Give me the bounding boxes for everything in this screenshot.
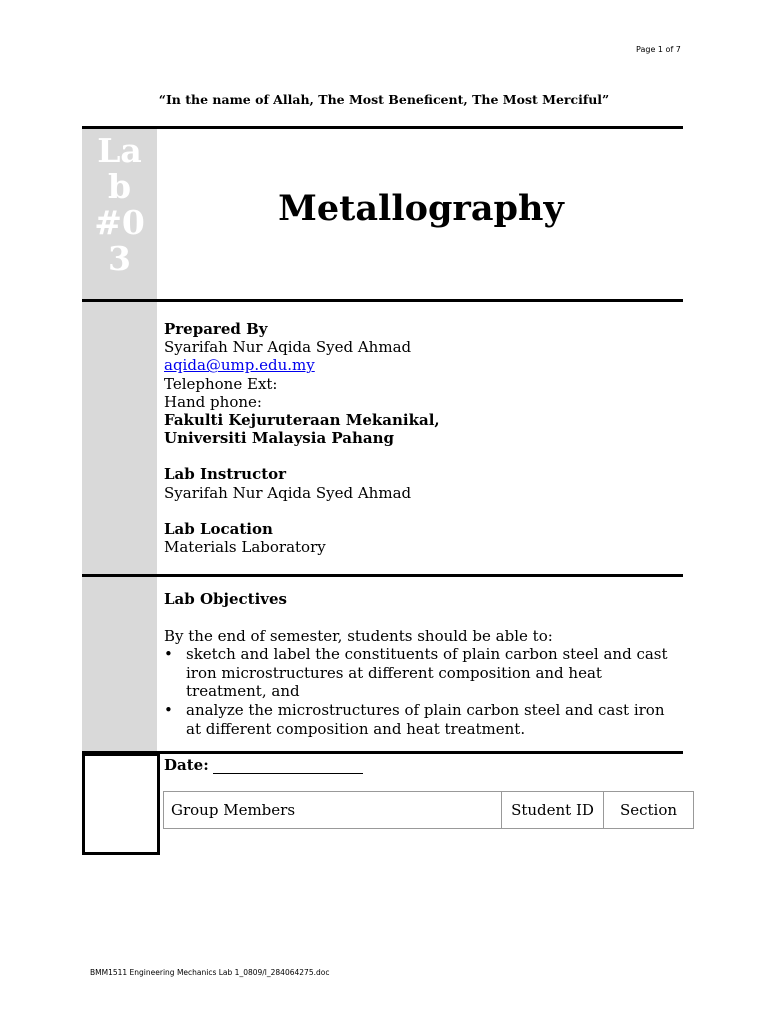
bismillah-heading: “In the name of Allah, The Most Beneficent, The Most Merciful”: [158, 92, 610, 107]
prepared-by-section: [164, 320, 440, 556]
university-name: Universiti Malaysia Pahang: [164, 429, 394, 448]
prepared-by-heading: Prepared By: [164, 320, 268, 338]
date-row: [164, 756, 363, 774]
instructor-name: Syarifah Nur Aqida Syed Ahmad: [164, 483, 412, 502]
bottom-left-box: [82, 753, 160, 855]
objective-item: • sketch and label the constituents of plain carbon steel and cast iron microstructures at different composition and heat treatment, and: [164, 645, 668, 701]
section-header: Section: [604, 792, 694, 829]
group-members-header: Group Members: [164, 792, 502, 829]
side-panel-info: [82, 302, 157, 574]
faculty-name: Fakulti Kejuruteraan Mekanikal,: [164, 411, 440, 430]
objectives-section: [164, 590, 679, 738]
instructor-heading: Lab Instructor: [164, 465, 287, 484]
lab-title: Metallography: [278, 188, 564, 229]
footer-filename: BMM1511 Engineering Mechanics Lab 1_0809/l_284064275.doc: [90, 968, 330, 977]
date-label: Date:: [164, 756, 209, 774]
date-input-line[interactable]: [213, 759, 363, 774]
location-value: Materials Laboratory: [164, 538, 326, 557]
email-link[interactable]: aqida@ump.edu.my: [164, 356, 315, 375]
lab-number: La b #0 3: [94, 131, 145, 278]
divider-objectives: [82, 751, 683, 754]
student-id-header: Student ID: [502, 792, 604, 829]
handphone-label: Hand phone:: [164, 392, 262, 411]
divider-title: [82, 299, 683, 302]
group-members-table: [163, 791, 694, 829]
preparer-name: Syarifah Nur Aqida Syed Ahmad: [164, 338, 412, 357]
side-panel-objectives: [82, 577, 157, 751]
page-number: Page 1 of 7: [636, 45, 681, 54]
objectives-list: [164, 645, 679, 738]
divider-info: [82, 574, 683, 577]
divider-top: [82, 126, 683, 129]
objective-item: • analyze the microstructures of plain carbon steel and cast iron at different composition and heat treatment.: [164, 700, 665, 738]
location-heading: Lab Location: [164, 519, 273, 538]
objectives-intro: By the end of semester, students should be able to:: [164, 626, 553, 645]
objectives-heading: Lab Objectives: [164, 590, 287, 608]
telephone-label: Telephone Ext:: [164, 374, 278, 393]
